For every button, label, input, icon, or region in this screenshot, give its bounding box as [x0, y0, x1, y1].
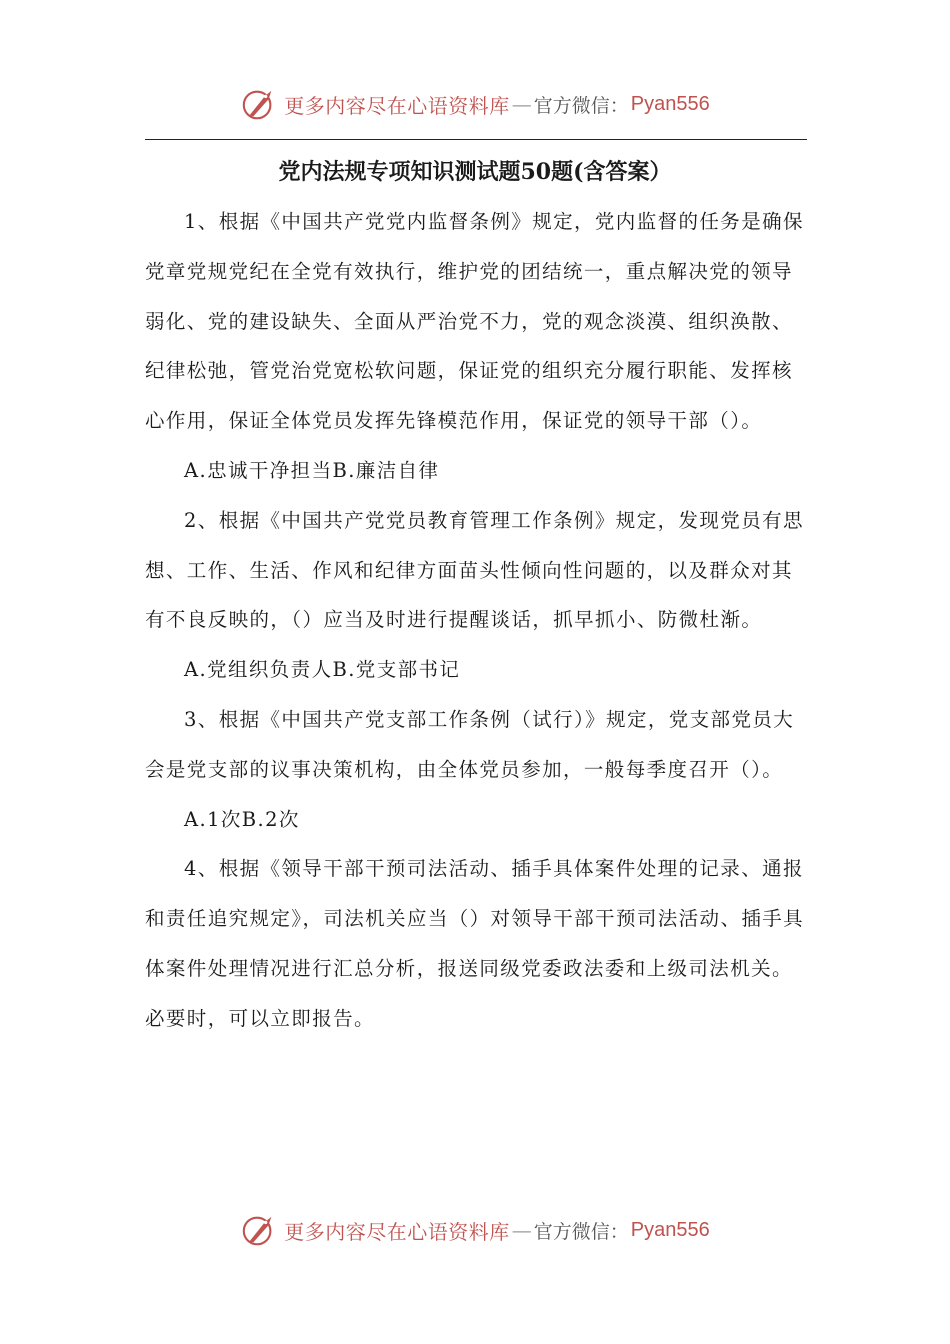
- banner-separator: —: [511, 92, 532, 116]
- question-paragraph: 1、根据《中国共产党党内监督条例》规定，党内监督的任务是确保党章党规党纪在全党有效执行，维护党的团结统一，重点解决党的领导弱化、党的建设缺失、全面从严治党不力，党的观念淡漠、组织涣散、纪律松弛，管党治党宽松软问题，保证党的组织充分履行职能、发挥核心作用，保证全体党员发挥先锋模范作用，保证党的领导干部（）。: [145, 210, 804, 433]
- banner-label: 官方微信：: [533, 94, 629, 117]
- pen-nib-logo-icon: [240, 1211, 278, 1249]
- wechat-id: Pyan556: [630, 92, 710, 115]
- banner-text: 更多内容尽在心语资料库: [284, 93, 510, 118]
- answer-options: A.忠诚干净担当B.廉洁自律: [184, 458, 440, 482]
- header-banner: [0, 84, 950, 124]
- document-title: 党内法规专项知识测试题50题(含答案）: [278, 159, 672, 185]
- question-paragraph: 4、根据《领导干部干预司法活动、插手具体案件处理的记录、通报和责任追究规定》，司法机关应当（）对领导干部干预司法活动、插手具体案件处理情况进行汇总分析，报送同级党委政法委和上级司法机关。必要时，可以立即报告。: [145, 857, 805, 1030]
- answer-options: A.1次B.2次: [184, 807, 300, 831]
- pen-nib-logo-icon: [240, 85, 278, 123]
- header-divider: [145, 139, 807, 140]
- document-body: [145, 197, 807, 1044]
- question-paragraph: 3、根据《中国共产党支部工作条例（试行）》规定，党支部党员大会是党支部的议事决策机构，由全体党员参加，一般每季度召开（）。: [145, 707, 795, 781]
- banner-text: 更多内容尽在心语资料库: [284, 1219, 510, 1244]
- wechat-id: Pyan556: [630, 1218, 710, 1241]
- footer-banner: [0, 1210, 950, 1250]
- answer-options: A.党组织负责人B.党支部书记: [184, 658, 461, 682]
- question-paragraph: 2、根据《中国共产党党员教育管理工作条例》规定，发现党员有思想、工作、生活、作风和纪律方面苗头性倾向性问题的，以及群众对其有不良反映的，（）应当及时进行提醒谈话，抓早抓小、防微杜渐。: [145, 508, 804, 632]
- banner-label: 官方微信：: [533, 1220, 629, 1243]
- banner-separator: —: [511, 1218, 532, 1242]
